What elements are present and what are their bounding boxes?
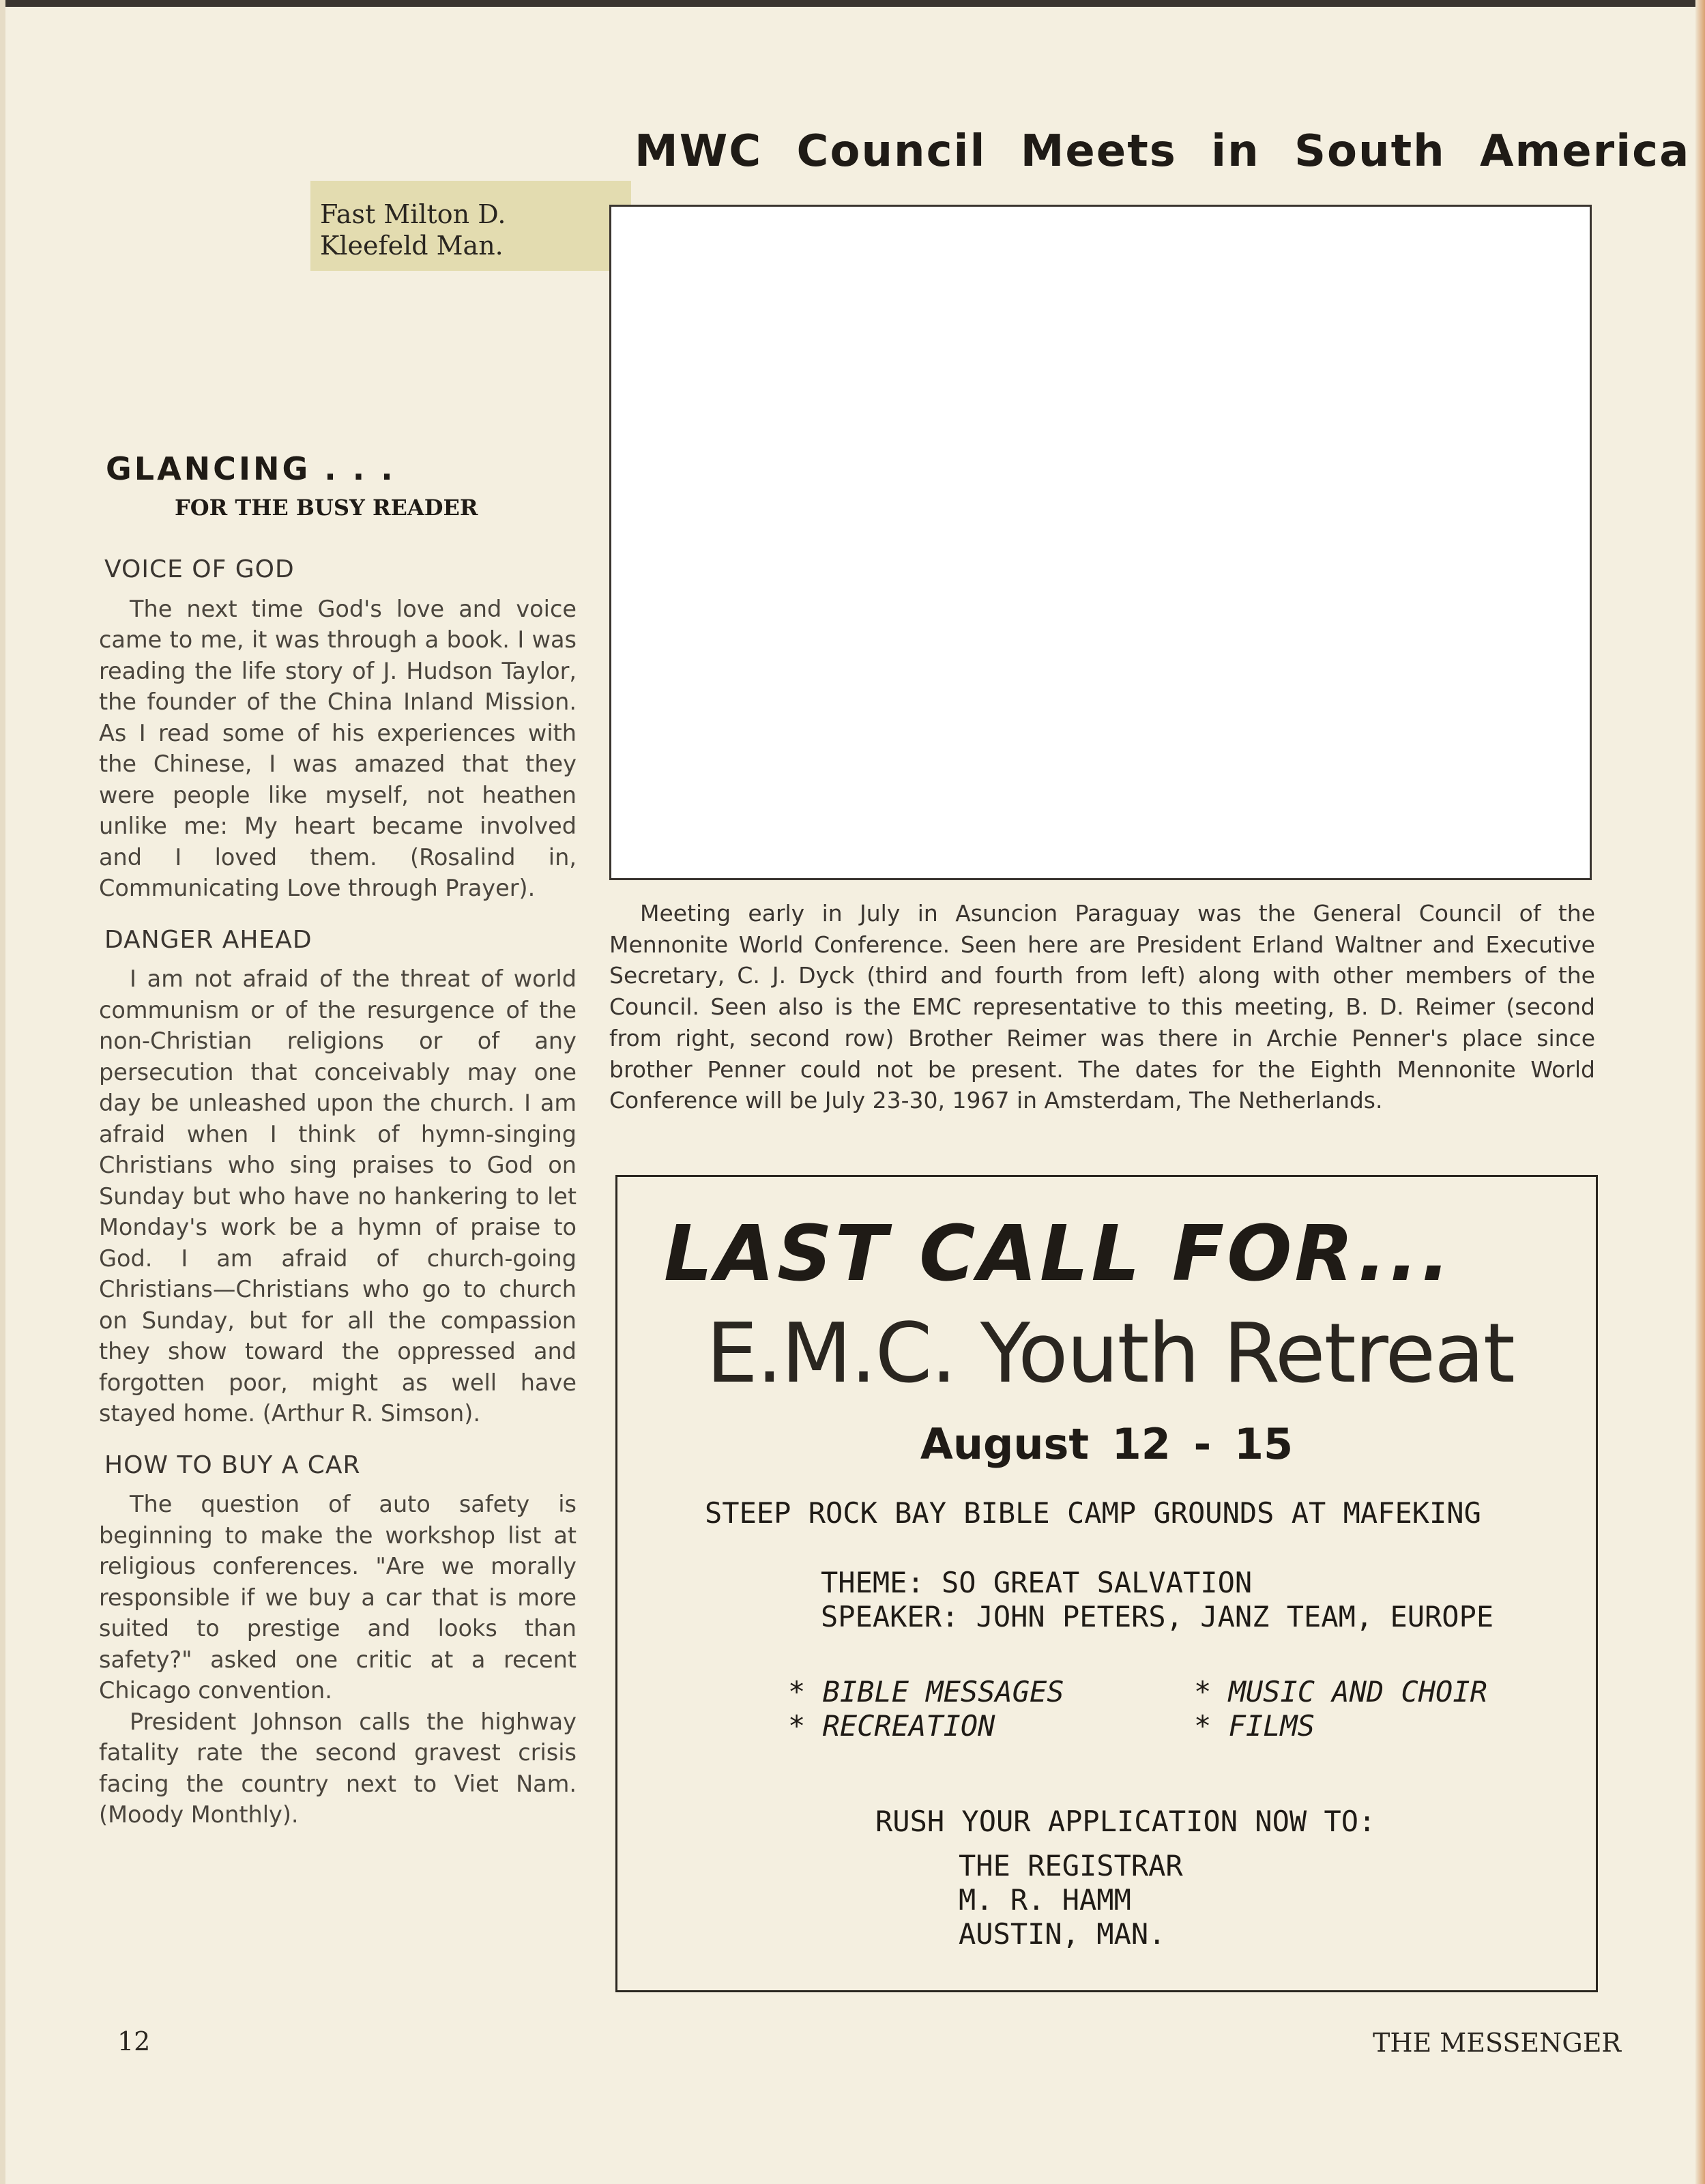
magazine-name: THE MESSENGER [1373,2028,1622,2058]
label-line-1: Fast Milton D. [320,199,506,229]
page-right-edge [1695,0,1705,2184]
ad-feature-recreation: * RECREATION [788,1709,995,1743]
ad-location: STEEP ROCK BAY BIBLE CAMP GROUNDS AT MAFEKING [705,1496,1481,1530]
sidebar-title: GLANCING . . . [106,450,396,487]
buy-a-car-text-1: The question of auto safety is beginning to make the workshop list at religious conferences. "Are we morally responsible if we buy a car that is more suited to prestige and looks than safety?" asked one critic at a recent Chicago convention. [99,1491,577,1704]
ad-rush-application: RUSH YOUR APPLICATION NOW TO: [875,1805,1376,1838]
ad-date: August 12 - 15 [920,1419,1294,1469]
ad-address-line-1: THE REGISTRAR [959,1849,1183,1882]
ad-speaker: SPEAKER: JOHN PETERS, JANZ TEAM, EUROPE [821,1600,1494,1633]
photo-label-tag [310,181,631,271]
voice-of-god-text: The next time God's love and voice came to me, it was through a book. I was reading the life story of J. Hudson Taylor, the founder of the China Inland Mission. As I read some of his experiences with the Chinese, I was amazed that they were people like myself, not heathen unlike me: My heart became involved and I loved them. (Rosalind in, Communicating Love through Prayer). [99,595,577,901]
ad-theme: THEME: SO GREAT SALVATION [821,1566,1253,1599]
section-heading-buy-a-car: HOW TO BUY A CAR [104,1451,361,1479]
page-left-edge [0,0,5,2184]
buy-a-car-text-2: President Johnson calls the highway fatality rate the second gravest crisis facing the country next to Viet Nam. (Moody Monthly). [99,1708,577,1828]
photo-caption: Meeting early in July in Asuncion Paraguay was the General Council of the Mennonite World Conference. Seen here are President Erland Waltner and Executive Secretary, C. J. Dyck (third and fourth from left) along with other members of the Council. Seen also is the EMC representative to this meeting, B. D. Reimer (second from right, second row) Brother Reimer was there in Archie Penner's place since brother Penner could not be present. The dates for the Eighth Mennonite World Conference will be July 23-30, 1967 in Amsterdam, The Netherlands. [609,900,1595,1114]
ad-last-call: LAST CALL FOR... [664,1210,1453,1298]
sidebar-column [99,554,577,1831]
ad-feature-music-choir: * MUSIC AND CHOIR [1194,1675,1487,1708]
ad-address-line-2: M. R. HAMM [959,1883,1131,1917]
ad-feature-films: * FILMS [1194,1709,1315,1743]
article-headline: MWC Council Meets in South America [635,126,1691,177]
section-heading-voice-of-god: VOICE OF GOD [104,555,295,583]
label-line-2: Kleefeld Man. [320,231,504,261]
page-top-edge [0,0,1705,7]
section-heading-danger-ahead: DANGER AHEAD [104,925,312,954]
danger-ahead-text: I am not afraid of the threat of world communism or of the resurgence of the non-Christian religions or of any persecution that conceivably may one day be unleashed upon the church. I am afraid when I think of hymn-singing Christians who sing praises to God on Sunday but who have no hankering to let Monday's work be a hymn of praise to God. I am afraid of church-going Christians—Christians who go to church on Sunday, but for all the compassion they show toward the oppressed and forgotten poor, might as well have stayed home. (Arthur R. Simson). [99,965,577,1427]
ad-address-line-3: AUSTIN, MAN. [959,1917,1166,1951]
sidebar-subtitle: FOR THE BUSY READER [175,495,478,521]
page-number: 12 [117,2026,151,2056]
youth-retreat-ad [615,1175,1598,1992]
ad-feature-bible-messages: * BIBLE MESSAGES [788,1675,1064,1708]
council-photo [609,205,1592,880]
ad-event-name: E.M.C. Youth Retreat [706,1307,1514,1401]
